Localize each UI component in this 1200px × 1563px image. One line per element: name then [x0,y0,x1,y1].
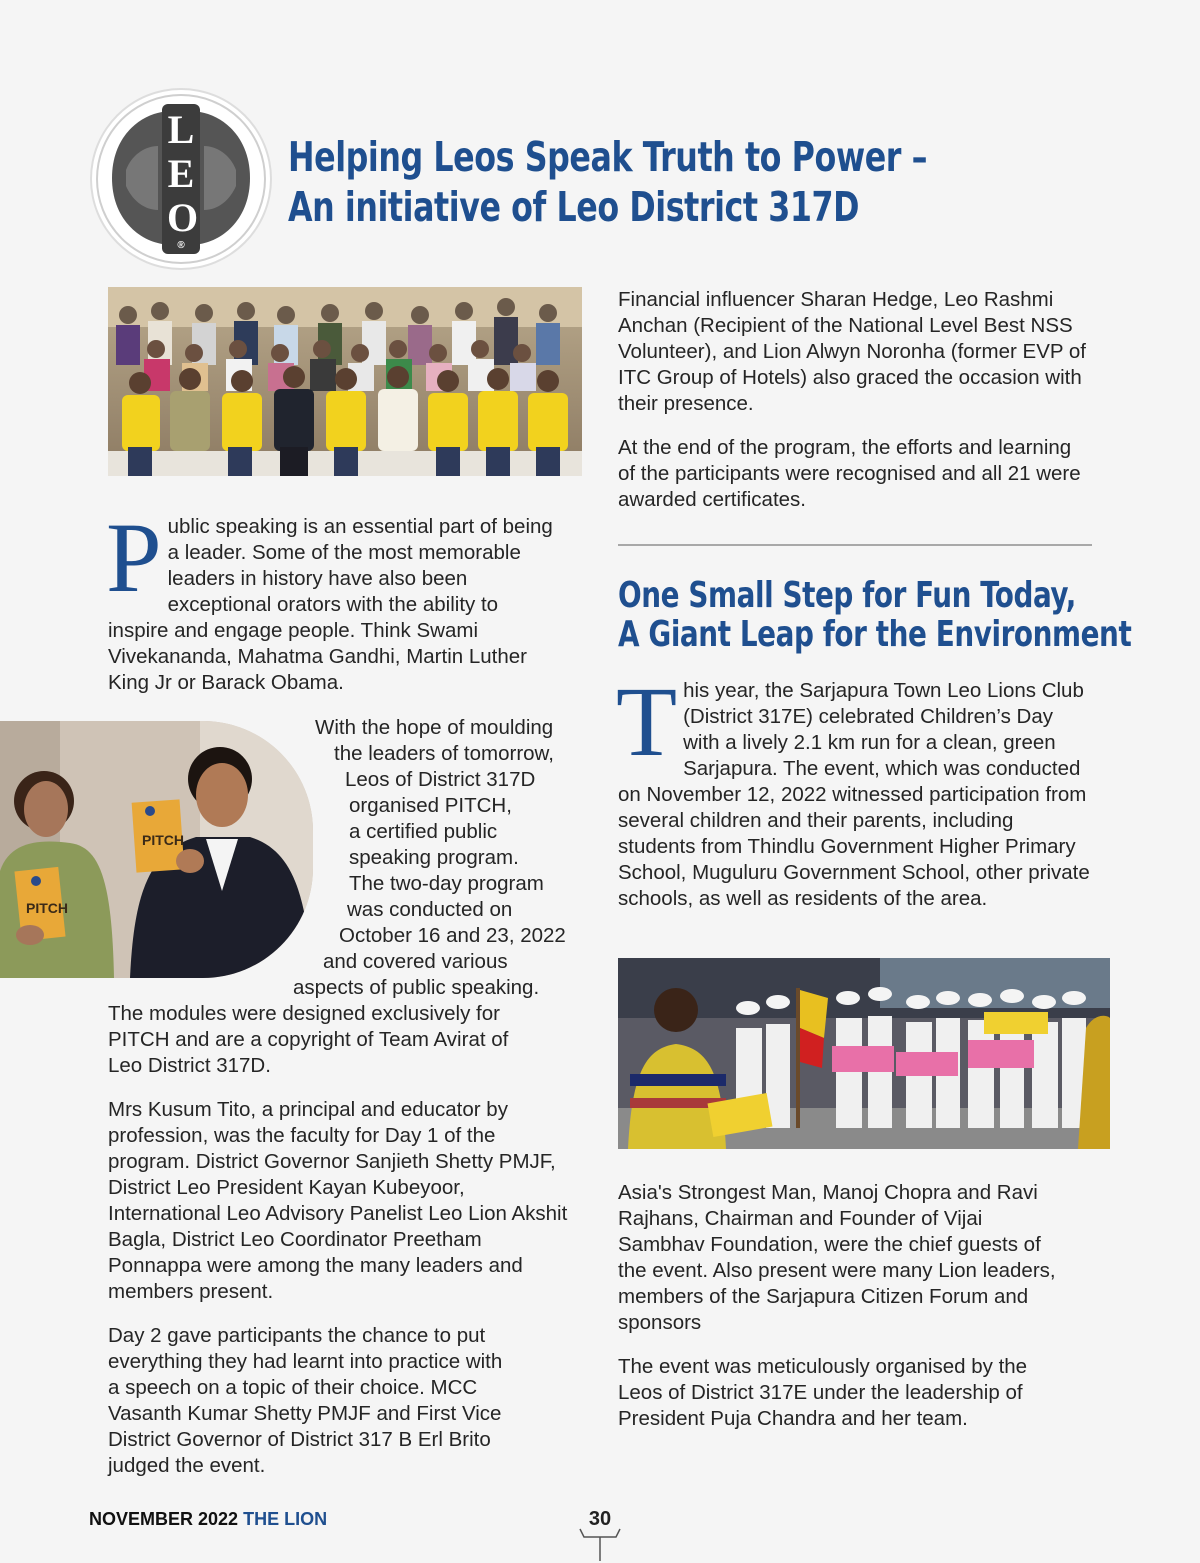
article2-title [618,576,1131,654]
article2-title-line1: One Small Step for Fun Today, [618,575,1076,616]
article1-drop-cap: P [106,502,162,613]
logo-registered-mark: ® [177,240,185,251]
childrens-run-photo-image [618,958,1110,1149]
wrap-line: Leos of District 317D [345,768,536,791]
article1-para-day1: Mrs Kusum Tito, a principal and educator by profession, was the faculty for Day 1 of the program. District Governor Sanjieth Shetty PMJF, District Leo President Kayan Kubeyoor, International Leo Advisory Panelist Leo Lion Akshit Bagla, District Leo Coordinator Preetham Ponnappa were among the many leaders and members present. [108,1098,568,1303]
wrap-line: a certified public [349,820,498,843]
wrap-line: The two-day program [349,872,544,895]
logo-letters-text: LEO [167,107,199,240]
wrap-line: and covered various [323,950,508,973]
wrap-line: With the hope of moulding [315,716,554,739]
section-divider [618,544,1092,546]
page-number-bracket-icon [578,1527,622,1563]
page-number-text: 30 [588,1508,612,1530]
group-photo-image [108,287,582,476]
wrap-line: organised PITCH, [349,794,512,817]
page-title-line2: An initiative of Leo District 317D [288,183,860,231]
article1-intro-text: ublic speaking is an essential part of being a leader. Some of the most memorable leaders in history have also been exceptional orators with the ability to inspire and engage people. Think Swami Vivekananda, Mahatma Gandhi, Martin Luther King Jr or Barack Obama. [108,515,553,694]
leo-logo [92,90,270,268]
footer-month: NOVEMBER 2022 [89,1509,239,1529]
article2-title-line2: A Giant Leap for the Environment [618,614,1132,655]
group-photo [108,287,582,476]
wrap-line: the leaders of tomorrow, [334,742,554,765]
page-title-line1: Helping Leos Speak Truth to Power – [288,133,928,181]
article2-intro [616,666,1092,912]
footer-magazine: THE LION [243,1509,328,1529]
page-title [288,132,927,232]
article2-drop-cap: T [616,666,678,777]
article1-body-right [618,287,1092,531]
page-number [578,1508,622,1563]
article1-wrap-text [0,715,600,1001]
wrap-line: speaking program. [349,846,519,869]
article1-body-left [108,1001,578,1497]
logo-letters [162,108,200,252]
footer-credit [89,1509,327,1530]
wrap-line: October 16 and 23, 2022 [339,924,566,947]
book-label-left: PITCH [26,900,68,916]
book-label-right: PITCH [142,832,184,848]
wrap-line: aspects of public speaking. [293,976,540,999]
article1-para-guests: Financial influencer Sharan Hedge, Leo Rashmi Anchan (Recipient of the National Level Best NSS Volunteer), and Lion Alwyn Noronha (former EVP of ITC Group of Hotels) also graced the occasion with their presence. [618,288,1086,415]
article1-intro [106,502,558,696]
childrens-run-photo [618,958,1110,1149]
article2-para-org: The event was meticulously organised by the Leos of District 317E under the leadership of President Puja Chandra and her team. [618,1355,1028,1430]
article2-body [618,1180,1092,1450]
article2-intro-text: his year, the Sarjapura Town Leo Lions Club (District 317E) celebrated Children’s Day with a lively 2.1 km run for a clean, green Sarjapura. The event, which was conducted on November 12, 2022 witnessed participation from several children and their parents, including students from Thindlu Government Higher Primary School, Muguluru Government School, other private schools, as well as residents of the area. [618,679,1090,910]
wrap-line: was conducted on [347,898,513,921]
article1-para-end: At the end of the program, the efforts and learning of the participants were recognised and all 21 were awarded certificates. [618,436,1081,511]
article1-para-modules: The modules were designed exclusively for PITCH and are a copyright of Team Avirat of Leo District 317D. [108,1002,509,1077]
article1-para-day2: Day 2 gave participants the chance to put everything they had learnt into practice with a speech on a topic of their choice. MCC Vasanth Kumar Shetty PMJF and First Vice District Governor of District 317 B Erl Brito judged the event. [108,1324,503,1477]
article2-para-chief: Asia's Strongest Man, Manoj Chopra and Ravi Rajhans, Chairman and Founder of Vijai Sambhav Foundation, were the chief guests of the event. Also present were many Lion leaders, members of the Sarjapura Citizen Forum and sponsors [618,1181,1056,1334]
